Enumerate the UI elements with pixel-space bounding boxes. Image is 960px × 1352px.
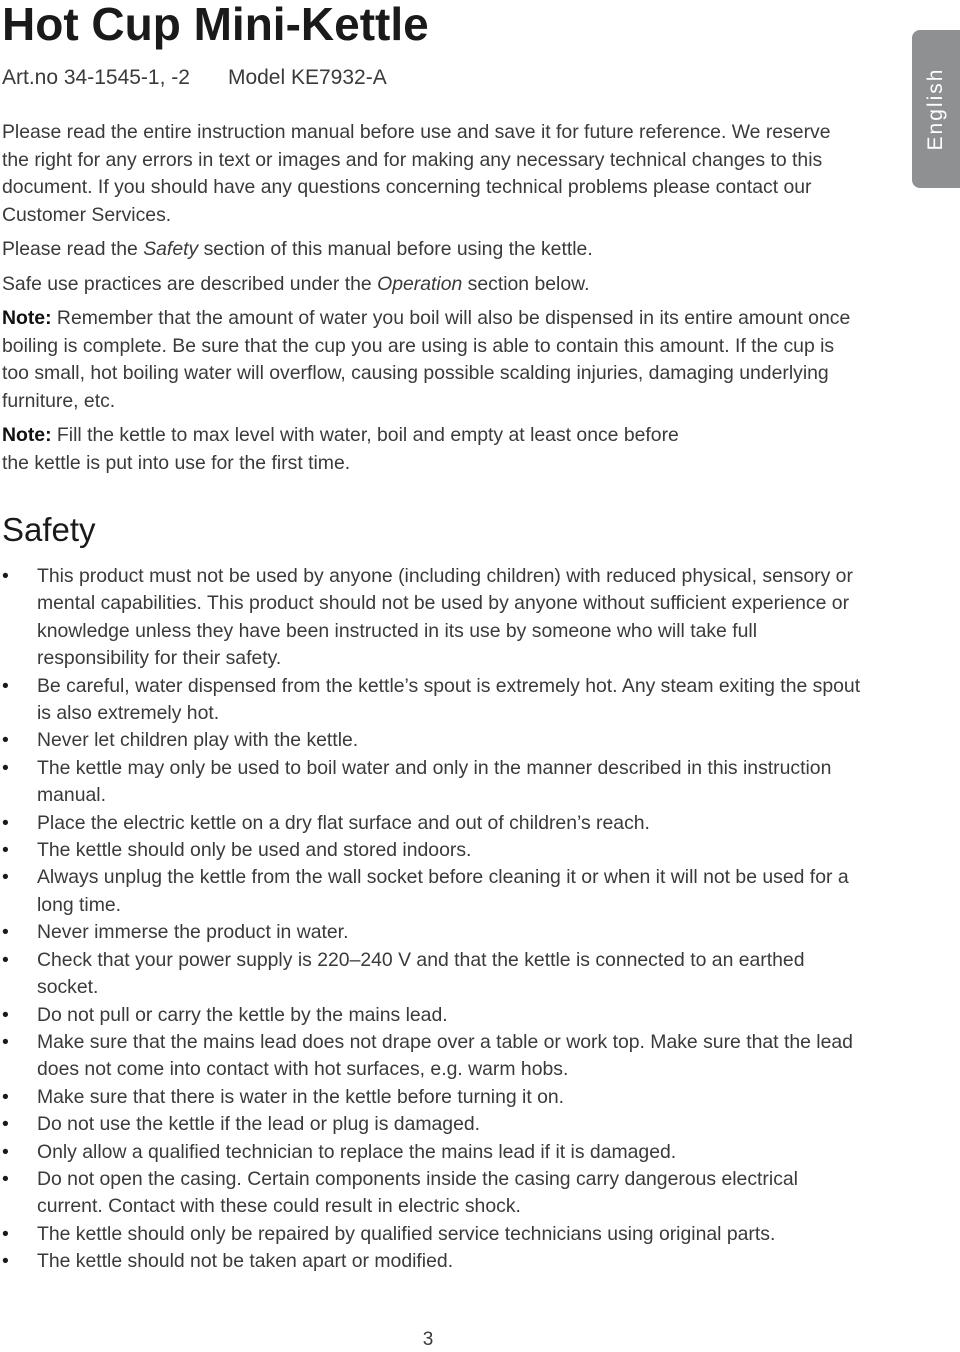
list-item: • Be careful, water dispensed from the kettle’s spout is extremely hot. Any steam exiting the spout is also extremely hot. [2,674,861,725]
note-label: Note: [2,307,52,329]
note-paragraph-1: Note: Remember that the amount of water you boil will also be dispensed in its entire amount once boiling is complete. Be sure that the cup you are using is able to contain this amount. If the cup is too small, hot boiling water will overflow, causing possible scalding injuries, damaging underlying furniture, etc. [2,307,851,412]
intro-section [2,119,862,484]
operation-reference-paragraph: Safe use practices are described under the Operation section below. [2,272,590,295]
safety-reference-paragraph: Please read the Safety section of this manual before using the kettle. [2,238,593,260]
bullet-icon: • [2,1140,9,1163]
language-tab [912,30,960,188]
safety-emphasis: Safety [143,238,199,260]
list-item: • This product must not be used by anyone (including children) with reduced physical, sensory or mental capabilities. This product should not be used by anyone without sufficient experience or knowledge unless they have been instructed in its use by someone who will take full responsibility for their safety. [2,565,853,670]
bullet-icon: • [2,756,9,779]
bullet-icon: • [2,1085,9,1108]
bullet-icon: • [2,1003,9,1026]
safety-list [2,563,862,1276]
bullet-icon: • [2,921,9,944]
operation-emphasis: Operation [377,272,463,295]
bullet-icon: • [2,811,9,834]
list-item: • Never let children play with the kettle. [2,727,862,754]
list-item: • Make sure that the mains lead does not drape over a table or work top. Make sure that the lead does not come into contact with hot surfaces, e.g. warm hobs. [2,1030,853,1081]
bullet-icon: • [2,839,9,862]
note-paragraph-2: Note: Fill the kettle to max level with water, boil and empty at least once before the kettle is put into use for the first time. [2,424,679,474]
page-title: Hot Cup Mini-Kettle [2,0,429,50]
list-item: • Only allow a qualified technician to replace the mains lead if it is damaged. [2,1139,862,1166]
bullet-icon: • [2,1250,9,1273]
safety-heading: Safety [2,511,96,548]
list-item: • Check that your power supply is 220–240 V and that the kettle is connected to an earthed socket. [2,948,805,999]
note-label: Note: [2,424,52,446]
list-item: • Do not use the kettle if the lead or plug is damaged. [2,1111,862,1138]
bullet-icon: • [2,674,9,697]
list-item: • Always unplug the kettle from the wall socket before cleaning it or when it will not be used for a long time. [2,866,849,916]
list-item: • Do not open the casing. Certain components inside the casing carry dangerous electrical current. Contact with these could result in electric shock. [2,1167,798,1218]
language-tab-label: English [924,67,947,151]
article-number: Art.no 34-1545-1, -2 [2,66,190,89]
bullet-icon: • [2,565,9,587]
list-item: • Do not pull or carry the kettle by the mains lead. [2,1002,862,1029]
bullet-icon: • [2,1167,9,1190]
page-number: 3 [422,1329,434,1350]
model-number: Model KE7932-A [227,66,387,89]
bullet-icon: • [2,948,9,971]
bullet-icon: • [2,729,9,752]
list-item: • Never immerse the product in water. [2,919,862,946]
bullet-icon: • [2,1113,9,1136]
list-item: • Make sure that there is water in the kettle before turning it on. [2,1084,862,1111]
list-item: • The kettle should not be taken apart or modified. [2,1248,862,1275]
intro-paragraph: Please read the entire instruction manual before use and save it for future reference. We reserve the right for any errors in text or images and for making any necessary technical changes to this document. If you should have any questions concerning technical problems please contact our Customer Services. [2,121,831,226]
bullet-icon: • [2,866,9,889]
list-item: • The kettle should only be repaired by qualified service technicians using original parts. [2,1221,862,1248]
list-item: • The kettle may only be used to boil water and only in the manner described in this instruction manual. [2,756,832,807]
list-item: • The kettle should only be used and stored indoors. [2,837,862,864]
bullet-icon: • [2,1222,9,1245]
bullet-icon: • [2,1030,9,1053]
list-item: • Place the electric kettle on a dry flat surface and out of children’s reach. [2,810,862,837]
article-line [2,64,387,92]
